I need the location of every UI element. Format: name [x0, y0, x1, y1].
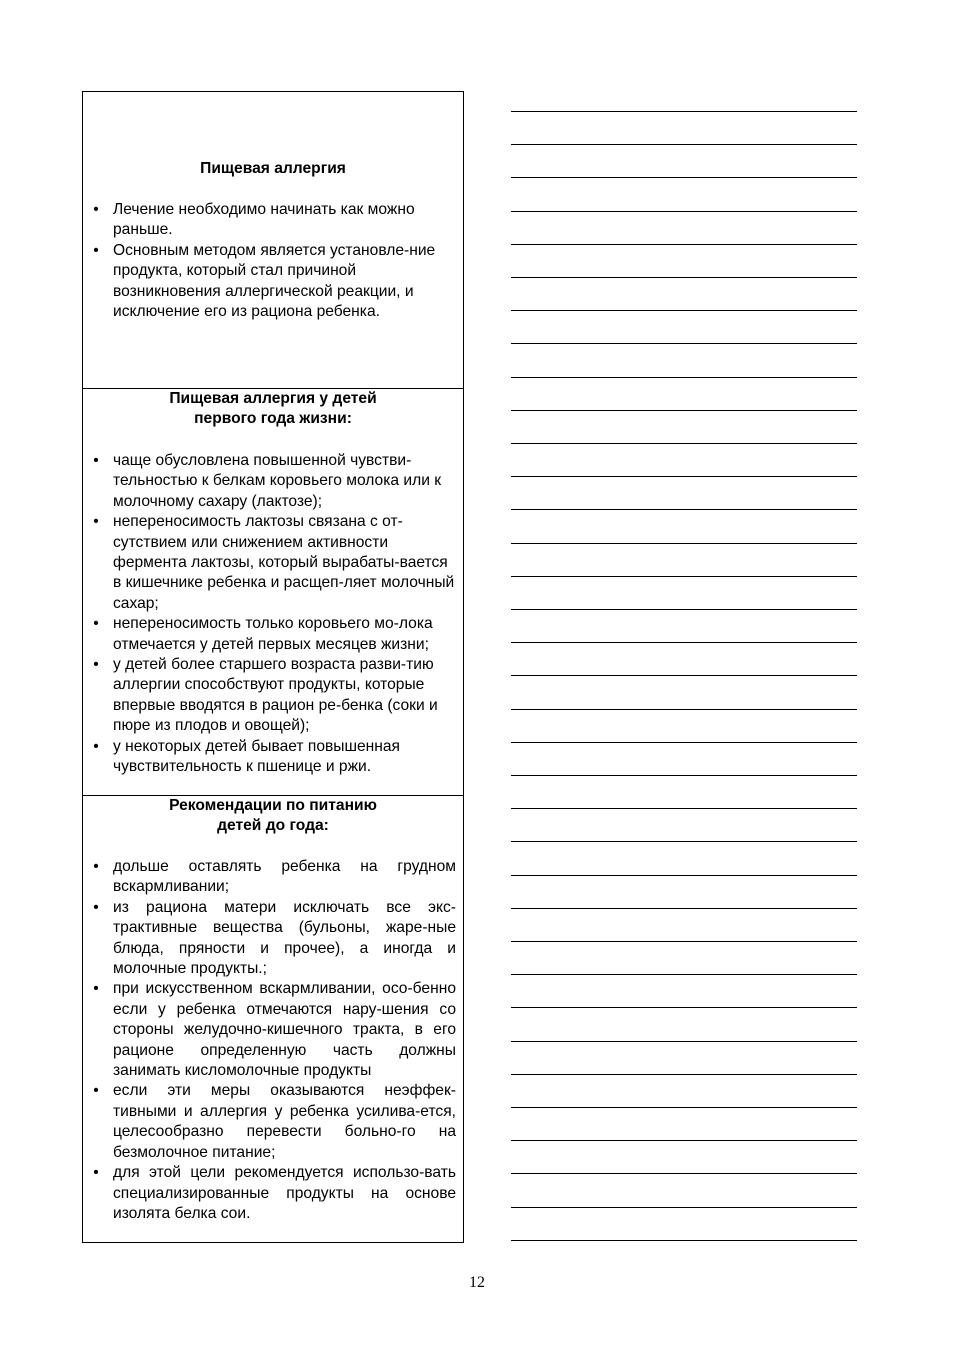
note-line [511, 709, 857, 710]
bullet-icon: • [93, 201, 99, 218]
note-line [511, 1074, 857, 1075]
note-line [511, 1041, 857, 1042]
note-line [511, 277, 857, 278]
note-line [511, 576, 857, 577]
list-item: • непереносимость лактозы связана с от-сутствием или снижением активности фермента лактозы, который вырабаты-вается в кишечнике ребенка и расщеп-ляет молочный сахар; [113, 512, 456, 614]
note-line [511, 1240, 857, 1241]
bullet-icon: • [93, 1164, 99, 1182]
bullet-list [83, 857, 463, 1224]
list-item: • дольше оставлять ребенка на грудном вскармливании; [113, 857, 456, 898]
note-line [511, 144, 857, 145]
list-item: • из рациона матери исключать все экс-трактивные вещества (бульоны, жаре-ные блюда, пряности и прочее), а иногда и молочные продукты.; [113, 898, 456, 980]
note-line [511, 742, 857, 743]
bullet-icon: • [93, 737, 99, 755]
note-line [511, 1107, 857, 1108]
page-number: 12 [469, 1274, 485, 1291]
list-item: • непереносимость только коровьего мо-лока отмечается у детей первых месяцев жизни; [113, 614, 456, 655]
bullet-icon: • [93, 452, 99, 469]
note-line [511, 1173, 857, 1174]
bullet-icon: • [93, 1082, 99, 1100]
note-line [511, 310, 857, 311]
note-line [511, 377, 857, 378]
note-line [511, 908, 857, 909]
bullet-icon: • [93, 898, 99, 916]
list-item: • у некоторых детей бывает повышенная чувствительность к пшенице и ржи. [113, 737, 456, 778]
list-item: • для этой цели рекомендуется использо-вать специализированные продукты на основе изолята белка сои. [113, 1163, 456, 1224]
list-item: • Основным методом является установле-ние продукта, который стал причиной возникновения аллергической реакции, и исключение его из рациона ребенка. [113, 241, 456, 323]
list-item: • у детей более старшего возраста разви-тию аллергии способствуют продукты, которые впервые вводятся в рацион ре-бенка (соки и пюре из плодов и овощей); [113, 655, 456, 737]
note-line [511, 443, 857, 444]
bullet-icon: • [93, 656, 99, 674]
note-line [511, 642, 857, 643]
note-line [511, 476, 857, 477]
section-infant-allergy [82, 388, 464, 796]
list-item: • чаще обусловлена повышенной чувстви-тельностью к белкам коровьего молока или к молочному сахару (лактозе); [113, 451, 456, 512]
section-title: Пищевая аллергия у детей первого года жизни: [169, 390, 377, 428]
note-line [511, 410, 857, 411]
note-line [511, 211, 857, 212]
note-line [511, 775, 857, 776]
note-line [511, 111, 857, 112]
bullet-icon: • [93, 858, 99, 875]
note-line [511, 808, 857, 809]
note-line [511, 543, 857, 544]
bullet-icon: • [93, 615, 99, 633]
note-line [511, 941, 857, 942]
section-title: Пищевая аллергия [200, 160, 346, 177]
note-line [511, 1207, 857, 1208]
bullet-list [83, 451, 463, 778]
bullet-list [83, 200, 463, 322]
note-line [511, 875, 857, 876]
note-line [511, 177, 857, 178]
section-food-allergy [82, 91, 464, 389]
note-line [511, 675, 857, 676]
note-line [511, 974, 857, 975]
section-nutrition-recommendations [82, 795, 464, 1243]
note-line [511, 841, 857, 842]
note-line [511, 509, 857, 510]
bullet-icon: • [93, 513, 99, 531]
note-line [511, 244, 857, 245]
bullet-icon: • [93, 241, 99, 259]
note-line [511, 1140, 857, 1141]
note-line [511, 1007, 857, 1008]
bullet-icon: • [93, 980, 99, 998]
list-item: • если эти меры оказываются неэффек-тивными и аллергия у ребенка усилива-ется, целесообразно перевести больно-го на безмолочное питание; [113, 1081, 456, 1163]
note-line [511, 609, 857, 610]
note-line [511, 343, 857, 344]
section-title: Рекомендации по питанию детей до года: [169, 797, 377, 835]
list-item: • при искусственном вскармливании, осо-бенно если у ребенка отмечаются нару-шения со стороны желудочно-кишечного тракта, в его рационе определенную часть должны занимать кисломолочные продукты [113, 979, 456, 1081]
list-item: • Лечение необходимо начинать как можно раньше. [113, 200, 456, 241]
